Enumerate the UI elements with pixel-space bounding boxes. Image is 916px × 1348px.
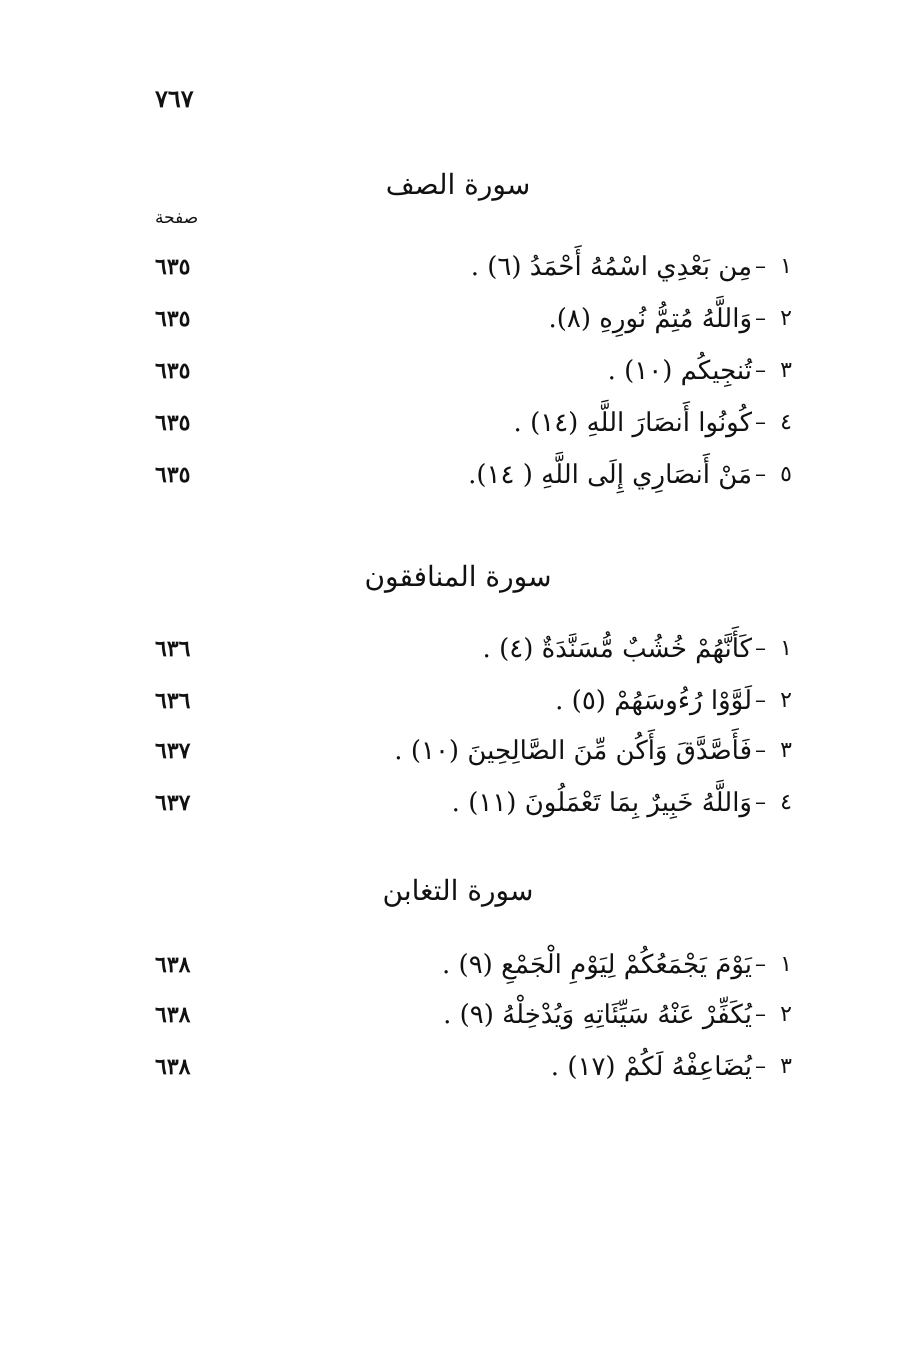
section-title-taghabun: سورة التغابن [382, 874, 534, 907]
section-title-munafiqun: سورة المنافقون [364, 560, 552, 593]
page-column-header: صفحة [155, 208, 199, 228]
entry-dash: – [755, 462, 766, 487]
list-item [0, 410, 916, 450]
entry-dash: – [755, 790, 766, 815]
entry-number: ٢ [780, 688, 792, 713]
section-title-saff: سورة الصف [385, 168, 531, 201]
entry-page: ٦٣٥ [155, 306, 191, 332]
list-item [0, 358, 916, 398]
entry-number: ٥ [780, 462, 792, 487]
entry-page: ٦٣٥ [155, 410, 191, 436]
entry-page: ٦٣٥ [155, 358, 191, 384]
entry-text: يُضَاعِفْهُ لَكُمْ (١٧) . [550, 1052, 752, 1082]
entry-text: وَاللَّهُ خَبِيرٌ بِمَا تَعْمَلُونَ (١١) . [451, 788, 752, 818]
list-item [0, 306, 916, 346]
entry-number: ٣ [780, 738, 792, 763]
entry-text: لَوَّوْا رُءُوسَهُمْ (٥) . [555, 686, 752, 716]
entry-page: ٦٣٦ [155, 688, 191, 714]
entry-dash: – [755, 636, 766, 661]
list-item [0, 254, 916, 294]
entry-page: ٦٣٥ [155, 462, 191, 488]
entry-dash: – [755, 1054, 766, 1079]
list-item [0, 738, 916, 778]
entry-text: مِن بَعْدِي اسْمُهُ أَحْمَدُ (٦) . [470, 252, 752, 282]
entry-page: ٦٣٨ [155, 1054, 191, 1080]
entry-number: ٣ [780, 1054, 792, 1079]
list-item [0, 790, 916, 830]
entry-number: ١ [780, 636, 792, 661]
entry-number: ٢ [780, 306, 792, 331]
list-item [0, 1054, 916, 1094]
entry-page: ٦٣٨ [155, 952, 191, 978]
entry-dash: – [755, 254, 766, 279]
entry-page: ٦٣٨ [155, 1002, 191, 1028]
entry-dash: – [755, 1002, 766, 1027]
entry-number: ٤ [780, 790, 792, 815]
entry-page: ٦٣٧ [155, 790, 191, 816]
list-item [0, 462, 916, 502]
entry-number: ٣ [780, 358, 792, 383]
entry-text: فَأَصَّدَّقَ وَأَكُن مِّنَ الصَّالِحِينَ (١٠) . [394, 736, 752, 766]
entry-text: يُكَفِّرْ عَنْهُ سَيِّئَاتِهِ وَيُدْخِلْهُ (٩) . [443, 1000, 752, 1030]
entry-number: ١ [780, 254, 792, 279]
entry-dash: – [755, 738, 766, 763]
entry-text: كَأَنَّهُمْ خُشُبٌ مُّسَنَّدَةٌ (٤) . [482, 634, 752, 664]
entry-text: مَنْ أَنصَارِي إِلَى اللَّهِ ( ١٤). [468, 460, 752, 490]
entry-text: تُنجِيكُم (١٠) . [607, 356, 752, 386]
entry-page: ٦٣٥ [155, 254, 191, 280]
list-item [0, 688, 916, 728]
entry-number: ١ [780, 952, 792, 977]
entry-number: ٢ [780, 1002, 792, 1027]
entry-dash: – [755, 688, 766, 713]
entry-page: ٦٣٧ [155, 738, 191, 764]
entry-text: كُونُوا أَنصَارَ اللَّهِ (١٤) . [513, 408, 752, 438]
list-item [0, 636, 916, 676]
entry-dash: – [755, 410, 766, 435]
entry-dash: – [755, 358, 766, 383]
entry-number: ٤ [780, 410, 792, 435]
entry-page: ٦٣٦ [155, 636, 191, 662]
entry-dash: – [755, 306, 766, 331]
entry-text: وَاللَّهُ مُتِمُّ نُورِهِ (٨). [548, 304, 752, 334]
entry-text: يَوْمَ يَجْمَعُكُمْ لِيَوْمِ الْجَمْعِ (٩) . [442, 950, 752, 980]
list-item [0, 1002, 916, 1042]
list-item [0, 952, 916, 992]
page-number: ٧٦٧ [155, 84, 194, 113]
entry-dash: – [755, 952, 766, 977]
